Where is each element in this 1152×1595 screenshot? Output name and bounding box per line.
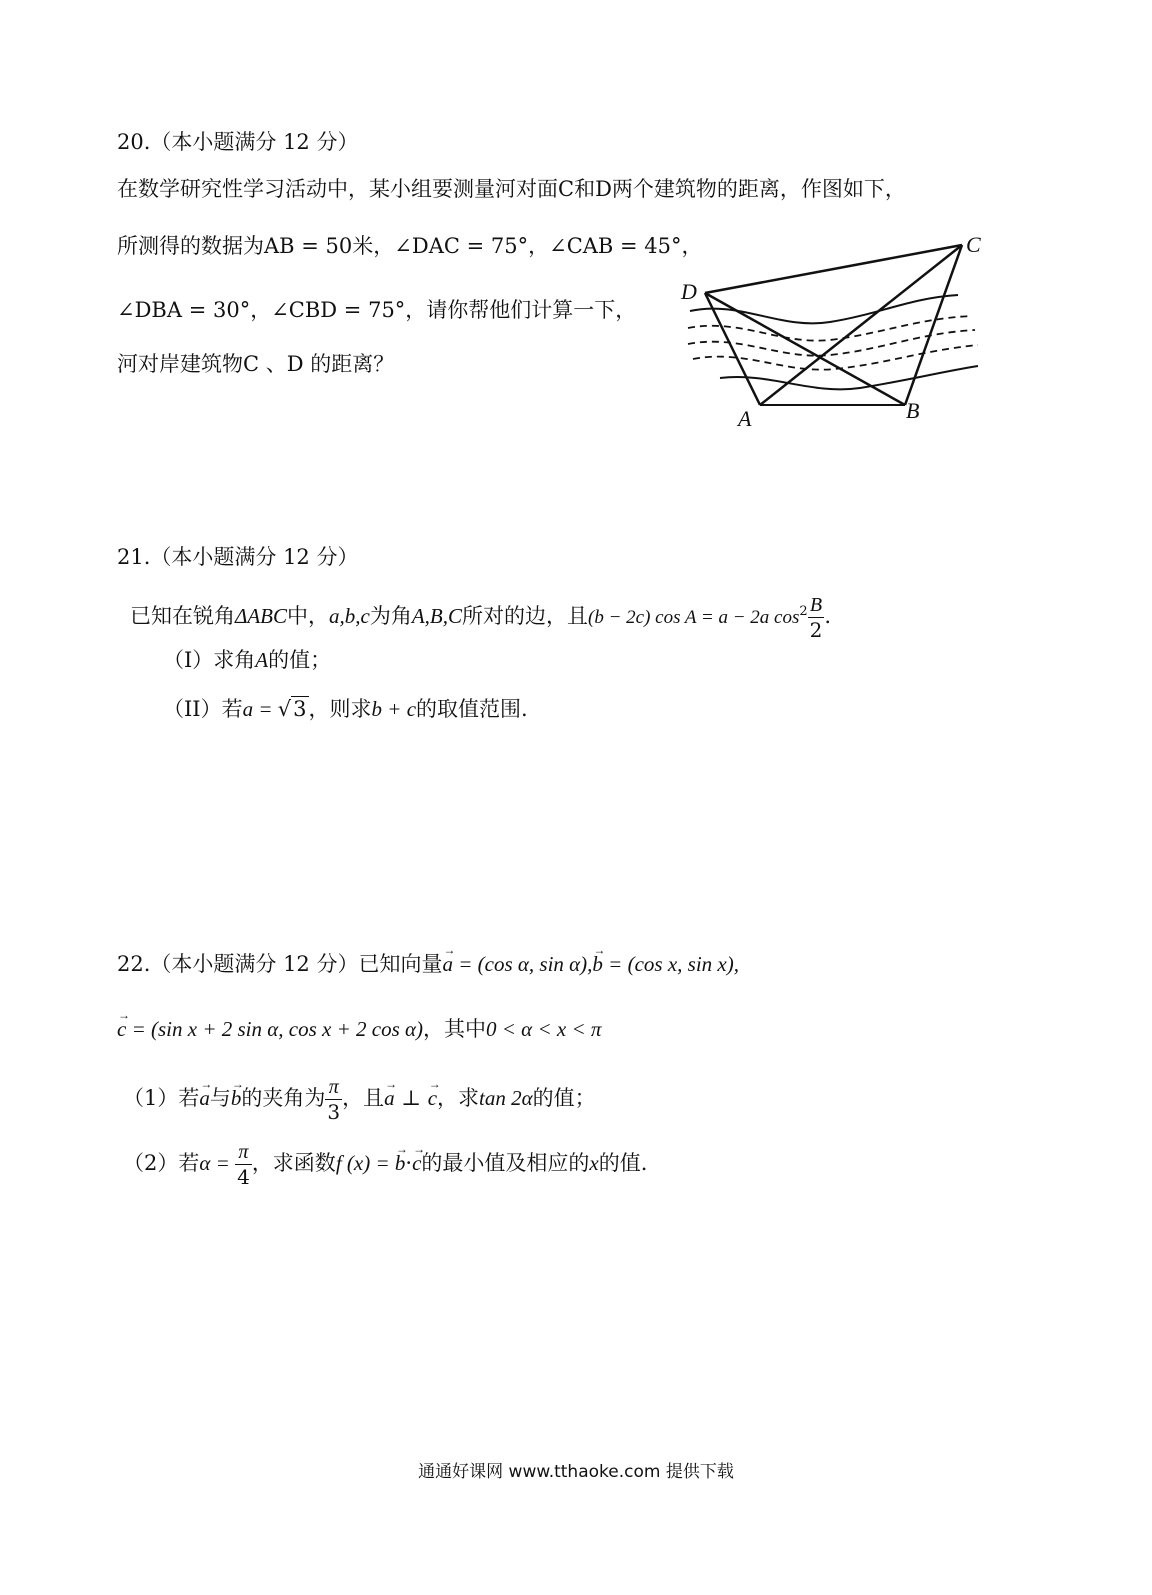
sqrt-sign: √ xyxy=(277,697,292,721)
river-bank-bottom xyxy=(720,366,978,389)
q20-line3: ∠DBA = 30°，∠CBD = 75°，请你帮他们计算一下， xyxy=(117,298,637,322)
label-A: A xyxy=(738,406,752,431)
q22-part1: （1）若→ a与→ b的夹角为 $\frac{\pi}{3}$ ，且→ a ⊥ → c，求tan 2α的值； xyxy=(123,1075,596,1124)
river-bank-top xyxy=(690,295,958,323)
q22-line1: 22.（本小题满分 12 分）已知向量→ a = (cos α, sin α),→ b = (cos x, sin x), xyxy=(117,950,739,978)
q21-part1: （I）求角A的值； xyxy=(163,648,332,672)
label-C: C xyxy=(966,232,981,257)
q20-header: 20.（本小题满分 12 分） xyxy=(117,130,359,154)
q22-part2: （2）若α = $\frac{\pi}{4}$ ，求函数f (x) = → b·→ c的最小值及相应的x的值. xyxy=(123,1140,647,1189)
q21-line1: 已知在锐角ΔABC中，a,b,c为角A,B,C所对的边，且(b − 2c) cos A = a − 2a $\cos^2$ $\frac{B}{2}$ . xyxy=(130,594,832,642)
q21-part2: （II）若a = √3，则求b + c的取值范围. xyxy=(163,697,528,721)
q20-line2: 所测得的数据为AB = 50米，∠DAC = 75°，∠CAB = 45°， xyxy=(117,234,703,258)
q21-header: 21.（本小题满分 12 分） xyxy=(117,545,359,569)
frac-pi-over-3: $\frac{\pi}{3}$ xyxy=(327,1076,341,1124)
q22-line2: → c = (sin x + 2 sin α, cos x + 2 cos α)，其中0 < α < x < π xyxy=(117,1015,601,1043)
frac-B-over-2: $\frac{B}{2}$ xyxy=(809,594,823,642)
q20-line1: 在数学研究性学习活动中，某小组要测量河对面C和D两个建筑物的距离，作图如下， xyxy=(117,177,906,201)
frac-pi-over-4: $\frac{\pi}{4}$ xyxy=(237,1141,250,1189)
segment-DC xyxy=(705,245,962,293)
footer-source: 通通好课网 www.tthaoke.com 提供下载 xyxy=(418,1462,734,1482)
label-B: B xyxy=(906,398,920,423)
q20-line4: 河对岸建筑物C 、D 的距离？ xyxy=(117,352,395,376)
label-D: D xyxy=(681,279,697,304)
